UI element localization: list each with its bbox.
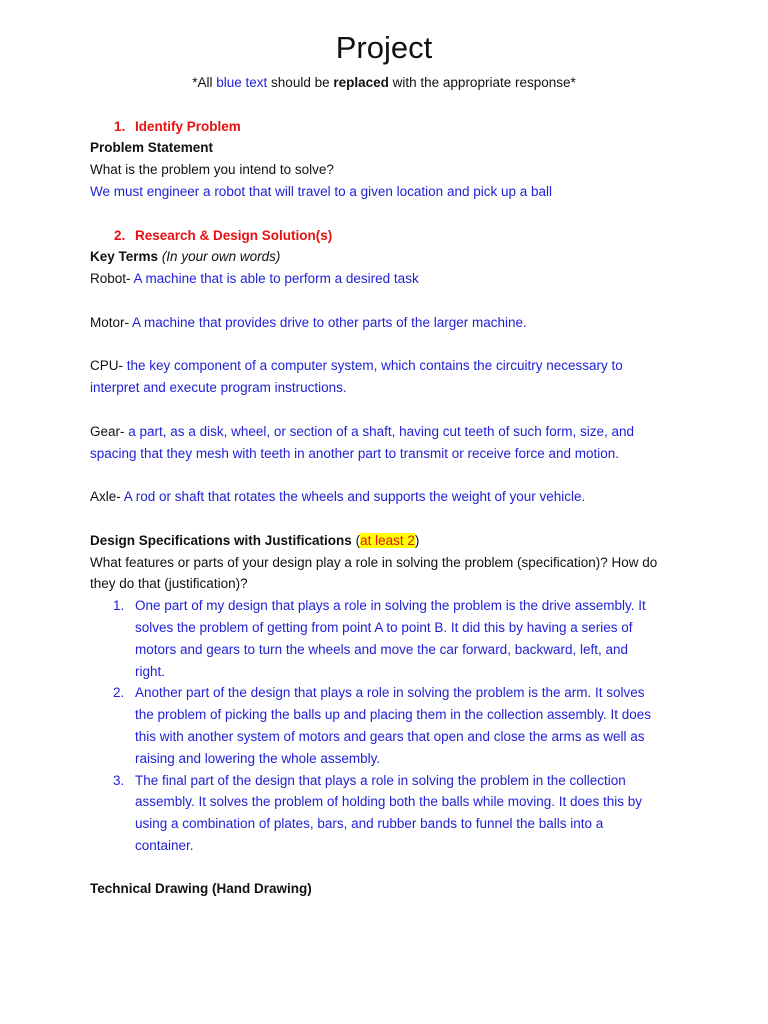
paren-open: ( <box>351 532 361 548</box>
term-definition: the key component of a computer system, which contains the circuitry necessary to <box>126 358 623 374</box>
list-item <box>90 595 678 682</box>
list-line: container. <box>135 837 194 853</box>
list-line: One part of my design that plays a role in solving the problem is the drive assembly. It <box>135 598 646 614</box>
section-heading-text: Research & Design Solution(s) <box>135 227 333 243</box>
term-gear <box>90 421 678 443</box>
term-definition: A machine that is able to perform a desired task <box>133 271 419 287</box>
term-definition: A rod or shaft that rotates the wheels and supports the weight of your vehicle. <box>123 489 586 505</box>
term-label: Motor- <box>90 314 130 330</box>
design-specs-label: Design Specifications with Justifications <box>90 532 352 548</box>
term-label: Axle- <box>90 489 121 505</box>
design-specs-question: What features or parts of your design play a role in solving the problem (specification)? How do <box>90 554 658 570</box>
term-robot <box>90 268 678 290</box>
section-heading-text: Identify Problem <box>135 118 241 134</box>
term-label: Gear- <box>90 423 125 439</box>
list-line: motors and gears to turn the wheels and move the car forward, backward, left, and <box>135 641 629 657</box>
section-number: 1. <box>114 118 126 134</box>
list-line: raising and lowering the whole assembly. <box>135 750 381 766</box>
technical-drawing-label: Technical Drawing (Hand Drawing) <box>90 881 312 897</box>
key-terms-label <box>90 246 678 268</box>
list-number: 1. <box>113 598 125 614</box>
page-title: Project <box>335 30 433 65</box>
note-prefix: *All <box>192 75 217 90</box>
list-line: Another part of the design that plays a role in solving the problem is the arm. It solves <box>135 685 645 701</box>
note-mid: should be <box>267 75 334 90</box>
problem-statement-label: Problem Statement <box>90 140 214 156</box>
problem-answer: We must engineer a robot that will travel to a given location and pick up a ball <box>90 183 553 199</box>
section-number: 2. <box>114 227 126 243</box>
list-item <box>90 682 678 769</box>
term-cpu <box>90 355 678 377</box>
term-motor <box>90 312 678 334</box>
highlight-at-least-2: at least 2 <box>360 532 415 548</box>
design-specs-question-continued: they do that (justification)? <box>90 576 248 592</box>
design-specs-list <box>90 595 678 857</box>
term-label: CPU- <box>90 358 123 374</box>
key-terms-note: (In your own words) <box>161 249 281 265</box>
term-definition-continued: interpret and execute program instructions. <box>90 380 347 396</box>
list-line: this with another system of motors and gears that open and close the arms as well as <box>135 728 645 744</box>
design-specs-heading <box>90 530 678 552</box>
spacer <box>90 399 678 421</box>
term-definition-continued: spacing that they mesh with teeth in another part to transmit or receive force and motion. <box>90 445 620 461</box>
paren-close: ) <box>414 532 420 548</box>
list-number: 2. <box>113 685 125 701</box>
list-line: assembly. It solves the problem of holding both the balls while moving. It does this by <box>135 794 643 810</box>
term-definition: A machine that provides drive to other parts of the larger machine. <box>132 314 527 330</box>
list-line: The final part of the design that plays a role in solving the problem in the collection <box>135 772 626 788</box>
spacer <box>90 203 678 225</box>
note-bold: replaced <box>333 75 389 90</box>
spacer <box>90 857 678 879</box>
key-terms-title: Key Terms <box>90 249 159 265</box>
spacer <box>90 464 678 486</box>
instruction-note <box>90 72 678 94</box>
note-blue-text: blue text <box>216 75 268 90</box>
spacer <box>90 334 678 356</box>
list-line: right. <box>135 663 166 679</box>
section-heading-research-design <box>90 225 678 247</box>
list-line: the problem of picking the balls up and placing them in the collection assembly. It does <box>135 707 652 723</box>
list-line: solves the problem of getting from point A to point B. It did this by having a series of <box>135 619 633 635</box>
note-suffix: with the appropriate response* <box>388 75 576 90</box>
problem-question: What is the problem you intend to solve? <box>90 162 334 178</box>
term-label: Robot- <box>90 271 131 287</box>
list-item <box>90 770 678 857</box>
list-number: 3. <box>113 772 125 788</box>
spacer <box>90 290 678 312</box>
spacer <box>90 508 678 530</box>
term-axle <box>90 486 678 508</box>
spacer <box>90 94 678 116</box>
list-line: using a combination of plates, bars, and rubber bands to funnel the balls into a <box>135 816 604 832</box>
section-heading-identify-problem <box>90 116 678 138</box>
term-definition: a part, as a disk, wheel, or section of a shaft, having cut teeth of such form, size, and <box>128 423 635 439</box>
